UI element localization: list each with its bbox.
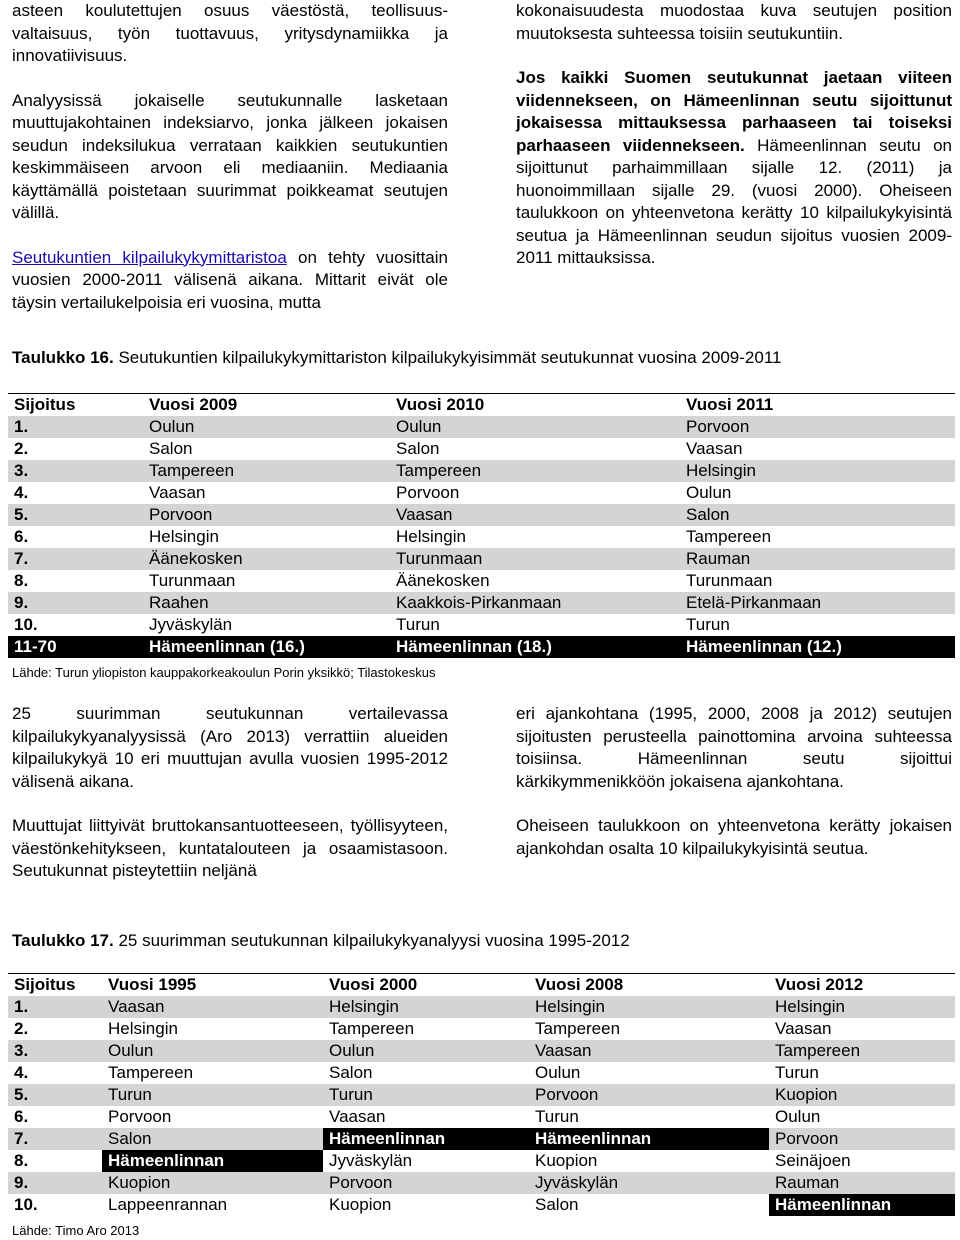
table-cell: Helsingin [686, 461, 756, 480]
table-cell: Turunmaan [149, 571, 236, 590]
mid-left-column [12, 703, 448, 883]
table-cell: Porvoon [775, 1129, 839, 1148]
mittaristo-link[interactable]: Seutukuntien kilpailukykymittaristoa [12, 247, 287, 267]
table-cell: Oulun [329, 1041, 375, 1060]
table-cell: Oulun [535, 1063, 581, 1082]
table-cell: Tampereen [329, 1019, 415, 1038]
table-cell: Kuopion [329, 1195, 392, 1214]
table-row [8, 1194, 955, 1216]
table-cell: Vaasan [686, 439, 743, 458]
table-cell: Vaasan [535, 1041, 592, 1060]
column-header: Vuosi 2011 [686, 395, 774, 414]
column-header: Vuosi 1995 [108, 975, 197, 994]
table-cell: Porvoon [108, 1107, 172, 1126]
rank-cell: 3. [14, 461, 29, 480]
table-cell: Jyväskylän [149, 615, 233, 634]
column-header: Vuosi 2010 [396, 395, 485, 414]
table-cell: Turun [686, 615, 730, 634]
table-cell: Hämeenlinnan (18.) [390, 636, 680, 658]
column-header: Sijoitus [14, 395, 76, 414]
paragraph: 25 suurimman seutukunnan vertailevassa kilpailukykyanalyysissä (Aro 2013) verrattiin alueiden kilpailukykyä 10 eri muuttujan avulla vuosien 1995-2012 välisenä aikana. [12, 704, 448, 791]
table-cell: Seinäjoen [775, 1151, 851, 1170]
rank-cell: 4. [14, 1063, 29, 1082]
table-cell: Helsingin [775, 997, 845, 1016]
table-cell: Jyväskylän [535, 1173, 619, 1192]
table16-caption [12, 348, 781, 368]
table-cell: Porvoon [535, 1085, 599, 1104]
table-row [8, 1062, 955, 1084]
table-cell: Hämeenlinnan [529, 1128, 769, 1150]
table-cell: Tampereen [108, 1063, 194, 1082]
table-header-row [8, 974, 955, 997]
table-cell: Vaasan [329, 1107, 386, 1126]
rank-cell: 6. [14, 527, 29, 546]
table-row [8, 1106, 955, 1128]
column-header: Vuosi 2009 [149, 395, 238, 414]
rank-cell: 1. [14, 417, 29, 436]
table-cell: Helsingin [108, 1019, 178, 1038]
rank-cell: 6. [14, 1107, 29, 1126]
table-cell: Salon [535, 1195, 579, 1214]
table-cell: Rauman [775, 1173, 840, 1192]
table-cell: Tampereen [396, 461, 482, 480]
table-cell: Salon [329, 1063, 373, 1082]
table-cell: Jyväskylän [329, 1151, 413, 1170]
table-cell: Lappeenrannan [108, 1195, 228, 1214]
table-cell: Kaakkois-Pirkanmaan [396, 593, 562, 612]
table-cell: Kuopion [108, 1173, 171, 1192]
table-cell: Helsingin [396, 527, 466, 546]
table-cell: Tampereen [149, 461, 235, 480]
paragraph: eri ajankohtana (1995, 2000, 2008 ja 2012) seutujen sijoitusten perusteella painottomina arvoina suhteessa toisiinsa. Hämeenlinnan seutu sijoittui kärkikymmenikköön jokaisena ajankohtana. [516, 704, 952, 791]
table-row [8, 548, 955, 570]
table-cell: Hämeenlinnan [323, 1128, 529, 1150]
table-cell: Salon [108, 1129, 152, 1148]
caption-text: Seutukuntien kilpailukykymittariston kilpailukykyisimmät seutukunnat vuosina 2009-2011 [113, 348, 782, 367]
table-cell: Vaasan [396, 505, 453, 524]
table-row [8, 1018, 955, 1040]
rank-cell: 1. [14, 997, 29, 1016]
rank-cell: 2. [14, 439, 29, 458]
table-cell: Hämeenlinnan [102, 1150, 323, 1172]
table-row [8, 636, 955, 658]
rank-cell: 5. [14, 505, 29, 524]
table17-source: Lähde: Timo Aro 2013 [12, 1223, 140, 1238]
table17 [8, 973, 955, 1216]
caption-label: Taulukko 17. [12, 931, 114, 950]
paragraph [12, 247, 448, 315]
table-cell: Porvoon [149, 505, 213, 524]
table16 [8, 393, 955, 658]
table-cell: Salon [149, 439, 193, 458]
rank-cell: 8. [14, 1151, 29, 1170]
bold-statement: Jos kaikki Suomen seutukunnat jaetaan viiteen viidennekseen, on Hämeenlinnan seutu sijoittunut jokaisessa mittauksessa parhaaseen tai toiseksi parhaaseen viidennekseen. [516, 68, 952, 155]
table-header-row [8, 394, 955, 417]
table-row [8, 996, 955, 1018]
caption-label: Taulukko 16. [12, 348, 114, 367]
table-cell: Hämeenlinnan (12.) [680, 636, 955, 658]
column-header: Sijoitus [14, 975, 76, 994]
rank-cell: 2. [14, 1019, 29, 1038]
table16-source: Lähde: Turun yliopiston kauppakorkeakoulun Porin yksikkö; Tilastokeskus [12, 665, 436, 680]
paragraph: Muuttujat liittyivät bruttokansantuotteeseen, työllisyyteen, väestönkehitykseen, kuntatalouteen ja osaamistasoon. Seutukunnat pisteytettiin neljänä [12, 816, 448, 880]
table-cell: Vaasan [108, 997, 165, 1016]
paragraph-text: on tehty vuosittain vuosien 2000-2011 välisenä aikana. Mittarit eivät ole täysin vertailukelpoisia eri vuosina, mutta [12, 247, 448, 312]
rank-cell: 11-70 [8, 636, 143, 658]
table-row [8, 1150, 955, 1172]
table-row [8, 460, 955, 482]
table-cell: Hämeenlinnan (16.) [143, 636, 390, 658]
table-cell: Helsingin [149, 527, 219, 546]
rank-cell: 9. [14, 1173, 29, 1192]
paragraph: Oheiseen taulukkoon on yhteenvetona kerätty jokaisen ajankohdan osalta 10 kilpailukykyisintä seutua. [516, 816, 952, 858]
rank-cell: 9. [14, 593, 29, 612]
table-cell: Turunmaan [686, 571, 773, 590]
table-cell: Porvoon [686, 417, 750, 436]
rank-cell: 7. [14, 1129, 29, 1148]
rank-cell: 7. [14, 549, 29, 568]
table-cell: Kuopion [775, 1085, 838, 1104]
paragraph-text: Hämeenlinnan seutu on sijoittunut parhaimmillaan sijalle 12. (2011) ja huonoimmillaan sijalle 29. (vuosi 2000). Oheiseen taulukkoon on yhteenvetona kerätty 10 kilpailukykyisintä seutua ja Hämeenlinnan seudun sijoitus vuosien 2009-2011 mittauksissa. [516, 135, 953, 267]
table-cell: Tampereen [686, 527, 772, 546]
rank-cell: 3. [14, 1041, 29, 1060]
table-cell: Oulun [396, 417, 442, 436]
table-row [8, 438, 955, 460]
table-cell: Äänekosken [149, 549, 243, 568]
table-cell: Etelä-Pirkanmaan [686, 593, 822, 612]
table-cell: Turun [396, 615, 440, 634]
column-header: Vuosi 2012 [775, 975, 864, 994]
table-row [8, 482, 955, 504]
table-row [8, 614, 955, 636]
table-cell: Vaasan [149, 483, 206, 502]
table-row [8, 570, 955, 592]
table-cell: Helsingin [329, 997, 399, 1016]
rank-cell: 8. [14, 571, 29, 590]
table-cell: Oulun [149, 417, 195, 436]
table-row [8, 1172, 955, 1194]
rank-cell: 5. [14, 1085, 29, 1104]
paragraph [516, 67, 952, 270]
top-left-column [12, 0, 448, 314]
table-cell: Turun [329, 1085, 373, 1104]
paragraph: Analyysissä jokaiselle seutukunnalle lasketaan muuttujakohtainen indeksiarvo, jonka jälkeen jokaisen seudun indeksilukua verrataan kaikkien seutukuntien keskimmäiseen arvoon eli mediaaniin. Mediaania käyttämällä poistetaan suurimmat poikkeamat seutujen välillä. [12, 90, 448, 222]
table-row [8, 1040, 955, 1062]
table-cell: Kuopion [535, 1151, 598, 1170]
table-cell: Porvoon [396, 483, 460, 502]
table-cell: Rauman [686, 549, 751, 568]
column-header: Vuosi 2008 [535, 975, 624, 994]
table-cell: Tampereen [775, 1041, 861, 1060]
table-cell: Tampereen [535, 1019, 621, 1038]
table-cell: Turunmaan [396, 549, 483, 568]
table-cell: Helsingin [535, 997, 605, 1016]
rank-cell: 10. [14, 615, 38, 634]
top-right-column [516, 0, 952, 270]
rank-cell: 10. [14, 1195, 38, 1214]
mid-right-column [516, 703, 952, 860]
caption-text: 25 suurimman seutukunnan kilpailukykyanalyysi vuosina 1995-2012 [113, 931, 630, 950]
table-cell: Oulun [108, 1041, 154, 1060]
table-row [8, 1128, 955, 1150]
paragraph: asteen koulutettujen osuus väestöstä, teollisuus-valtaisuus, työn tuottavuus, yritysdynamiikka ja innovatiivisuus. [12, 1, 448, 65]
table17-caption [12, 931, 630, 951]
table-cell: Oulun [775, 1107, 821, 1126]
table-cell: Turun [535, 1107, 579, 1126]
table-cell: Turun [775, 1063, 819, 1082]
table-cell: Salon [396, 439, 440, 458]
table-cell: Äänekosken [396, 571, 490, 590]
table-cell: Turun [108, 1085, 152, 1104]
table-cell: Hämeenlinnan [769, 1194, 955, 1216]
table-cell: Salon [686, 505, 730, 524]
rank-cell: 4. [14, 483, 29, 502]
column-header: Vuosi 2000 [329, 975, 418, 994]
table-row [8, 592, 955, 614]
table-cell: Vaasan [775, 1019, 832, 1038]
table-cell: Raahen [149, 593, 209, 612]
paragraph: kokonaisuudesta muodostaa kuva seutujen position muutoksesta suhteessa toisiin seutukuntiin. [516, 1, 952, 43]
table-cell: Oulun [686, 483, 732, 502]
table-row [8, 504, 955, 526]
table-cell: Porvoon [329, 1173, 393, 1192]
table-row [8, 1084, 955, 1106]
table-row [8, 416, 955, 438]
table-row [8, 526, 955, 548]
